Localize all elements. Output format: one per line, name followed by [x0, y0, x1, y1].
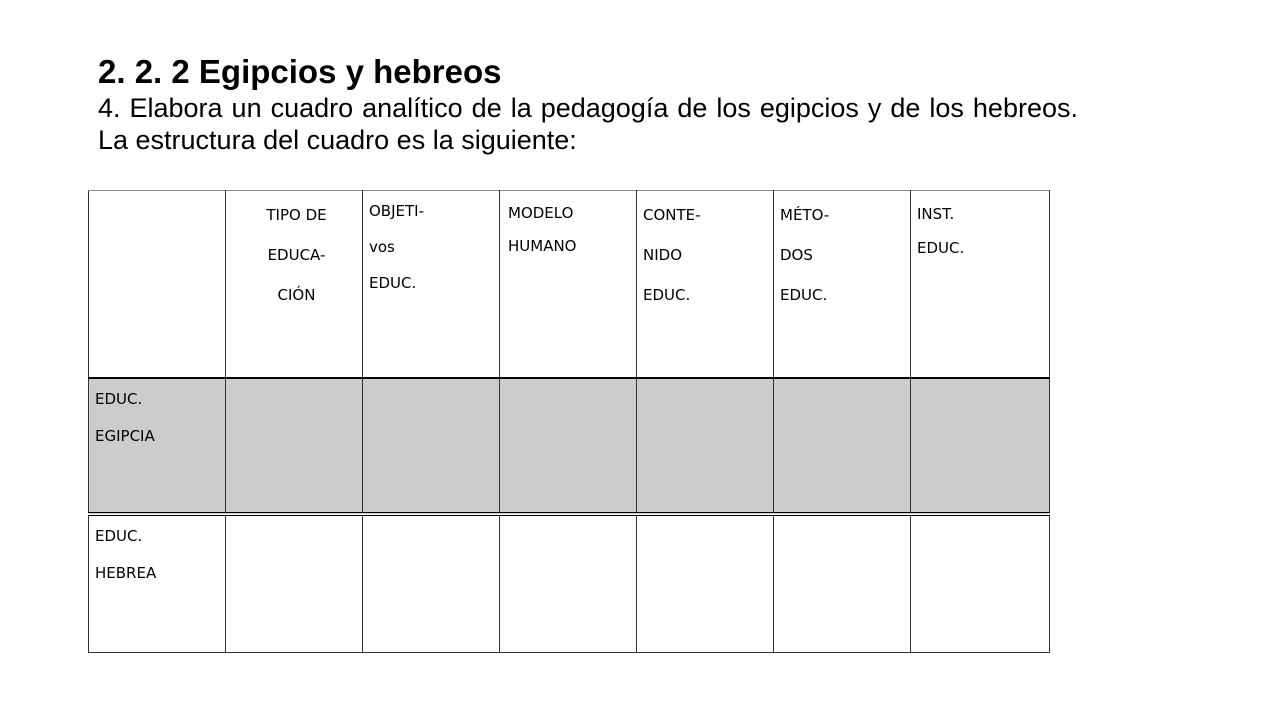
row-label-cell [89, 514, 226, 653]
header-cell-modelo-humano [500, 191, 637, 379]
table-cell[interactable] [226, 378, 363, 514]
table-cell[interactable] [226, 514, 363, 653]
header-label: TIPO DE EDUCA- CIÓN [266, 206, 327, 304]
header-cell-contenido [637, 191, 774, 379]
table-cell[interactable] [911, 378, 1050, 514]
table-cell[interactable] [500, 378, 637, 514]
section-title: 2. 2. 2 Egipcios y hebreos [98, 53, 502, 90]
table-row [89, 514, 1050, 653]
header-cell-objetivos [363, 191, 500, 379]
header-label: CONTE- NIDO EDUC. [643, 206, 701, 304]
header-cell-metodos [774, 191, 911, 379]
header-label: MÉTO- DOS EDUC. [780, 206, 830, 304]
table-cell[interactable] [637, 514, 774, 653]
header-cell-instituciones [911, 191, 1050, 379]
row-label: EDUC. EGIPCIA [95, 390, 155, 445]
table-cell[interactable] [637, 378, 774, 514]
table-header-row [89, 191, 1050, 379]
table-cell[interactable] [500, 514, 637, 653]
row-label-cell [89, 378, 226, 514]
heading-block [98, 52, 1078, 156]
table-cell[interactable] [363, 378, 500, 514]
header-label: MODELO HUMANO [508, 204, 577, 255]
header-label: INST. EDUC. [917, 205, 965, 257]
table-cell[interactable] [363, 514, 500, 653]
table-cell[interactable] [774, 378, 911, 514]
header-cell-empty [89, 191, 226, 379]
table-row [89, 378, 1050, 514]
instruction-text: 4. Elabora un cuadro analítico de la pedagogía de los egipcios y de los hebreos. La estructura del cuadro es la siguiente: [98, 93, 1078, 155]
header-cell-tipo-educacion [226, 191, 363, 379]
table-cell[interactable] [774, 514, 911, 653]
table-cell[interactable] [911, 514, 1050, 653]
header-label: OBJETI- vos EDUC. [369, 202, 424, 292]
row-label: EDUC. HEBREA [95, 527, 157, 582]
analysis-table [88, 190, 1050, 653]
